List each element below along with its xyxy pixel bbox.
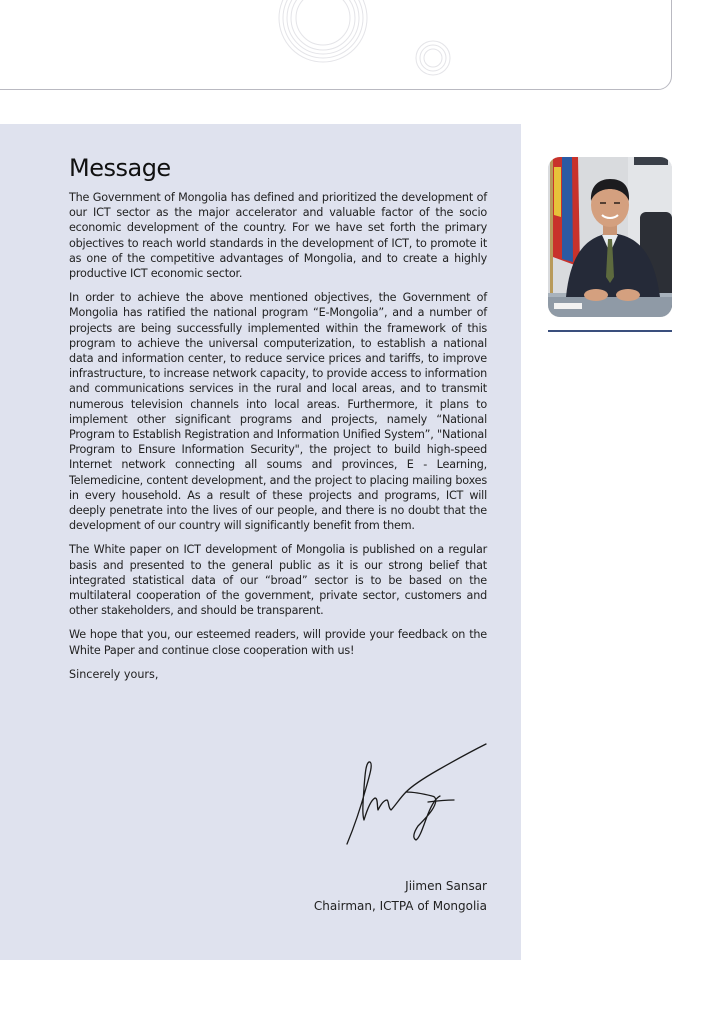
- signer-title: Chairman, ICTPA of Mongolia: [313, 899, 487, 913]
- paragraph: In order to achieve the above mentioned objectives, the Government of Mongolia has ratified the national program “E-Mongolia”, and a number of projects are being successfully implemented within the framework of this program to achieve the universal computerization, to establish a national data and information center, to reduce service prices and tariffs, to improve infrastructure, to increase network capacity, to provide access to information and communications services in the rural and local areas, and to transmit numerous television channels into local areas. Furthermore, it plans to implement other significant programs and projects, namely “National Program to Establish Registration and Information Unified System”, "National Program to Ensure Information Security", the project to build high-speed Internet network connecting all soums and provinces, E - Learning, Telemedicine, content development, and the project to placing mailing boxes in every household. As a result of these projects and programs, ICT will deeply penetrate into the lives of our people, and there is no doubt that the development of our country will significantly benefit from them.: [69, 291, 487, 533]
- page-title: Message: [69, 154, 171, 182]
- closing-text: Sincerely yours,: [69, 667, 159, 681]
- paragraph: The White paper on ICT development of Mongolia is published on a regular basis and presented to the general public as it is our strong belief that integrated statistical data of our “broad” sector is to be based on the multilateral cooperation of the government, private sector, customers and other stakeholders, and should be transparent.: [69, 543, 487, 618]
- paragraph: The Government of Mongolia has defined and prioritized the development of our ICT sector as the major accelerator and valuable factor of the socio economic development of the country. For we have set forth the primary objectives to reach world standards in the development of ICT, to promote it as one of the competitive advantages of Mongolia, and to create a highly productive ICT economic sector.: [69, 191, 487, 281]
- signature: [340, 740, 490, 850]
- portrait-illustration: [548, 157, 672, 317]
- photo-underline: [548, 330, 672, 332]
- paragraph: We hope that you, our esteemed readers, will provide your feedback on the White Paper and continue close cooperation with us!: [69, 628, 487, 657]
- message-content: [69, 154, 487, 682]
- signer-name: Jiimen Sansar: [405, 879, 487, 893]
- chairman-photo: [548, 157, 672, 317]
- decorative-circles: [270, 0, 470, 85]
- signer-block: [314, 876, 487, 916]
